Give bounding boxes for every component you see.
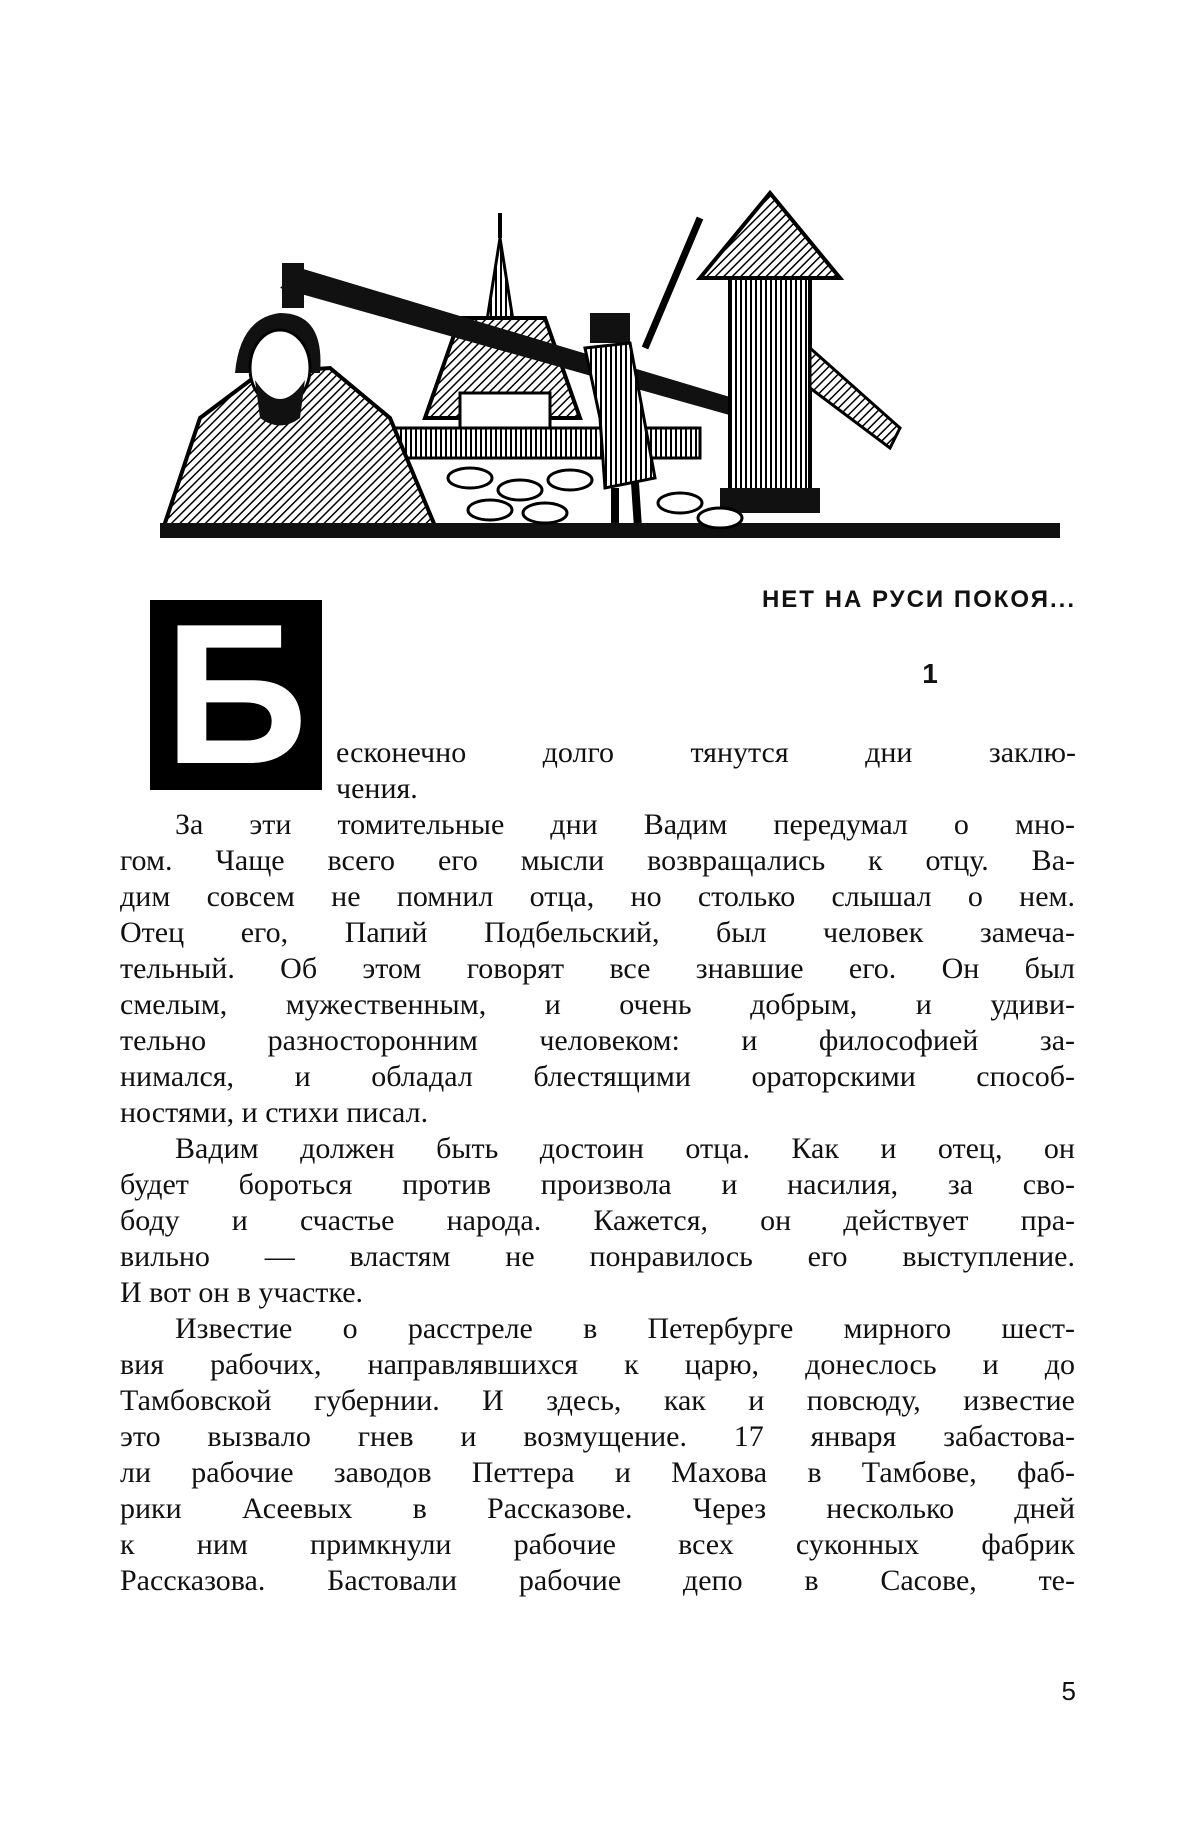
text-line: тельный. Об этом говорят все знавшие его. Он был — [120, 952, 1075, 985]
text-line: Отец его, Папий Подбельский, был человек замеча- — [120, 916, 1075, 949]
text-line: чения. — [336, 772, 418, 805]
text-line: смелым, мужественным, и очень добрым, и удиви- — [120, 988, 1075, 1021]
text-line: Тамбовской губернии. И здесь, как и повсюду, известие — [120, 1384, 1075, 1417]
text-line: ли рабочие заводов Петтера и Махова в Тамбове, фаб- — [120, 1456, 1075, 1489]
text-line: будет бороться против произвола и насилия, за сво- — [120, 1168, 1075, 1201]
text-line: тельно разносторонним человеком: и философией за- — [120, 1024, 1075, 1057]
text-line: дим совсем не помнил отца, но столько слышал о нем. — [120, 880, 1075, 913]
woodcut-illustration — [160, 118, 1060, 538]
text-line: есконечно долго тянутся дни заклю- — [336, 736, 1076, 769]
text-line: Вадим должен быть достоин отца. Как и отец, он — [175, 1132, 1075, 1165]
bearded-man-figure — [160, 313, 440, 538]
drop-cap-letter: Б — [164, 583, 308, 806]
text-line: вия рабочих, направлявшихся к царю, донеслось и до — [120, 1348, 1075, 1381]
watchtower — [700, 193, 900, 513]
text-line: Рассказова. Бастовали рабочие депо в Сасове, те- — [120, 1564, 1075, 1597]
section-number: 1 — [922, 658, 938, 689]
text-line: рики Асеевых в Рассказове. Через несколько дней — [120, 1492, 1075, 1525]
page-number: 5 — [1061, 1676, 1076, 1706]
text-line: боду и счастье народа. Кажется, он действует пра- — [120, 1204, 1075, 1237]
text-line: И вот он в участке. — [120, 1276, 364, 1309]
text-line: За эти томительные дни Вадим передумал о мно- — [175, 808, 1075, 841]
text-line: это вызвало гнев и возмущение. 17 января забастова- — [120, 1420, 1075, 1453]
text-line: Известие о расстреле в Петербурге мирного шест- — [175, 1312, 1075, 1345]
text-line: вильно — властям не понравилось его выступление. — [120, 1240, 1075, 1273]
chapter-title: НЕТ НА РУСИ ПОКОЯ... — [761, 586, 1076, 613]
drop-cap — [150, 583, 322, 806]
text-line: нимался, и обладал блестящими ораторскими способ- — [120, 1060, 1075, 1093]
text-line: ностями, и стихи писал. — [120, 1096, 429, 1129]
text-line: гом. Чаще всего его мысли возвращались к отцу. Ва- — [120, 844, 1075, 877]
text-line: к ним примкнули рабочие всех суконных фабрик — [120, 1528, 1075, 1561]
